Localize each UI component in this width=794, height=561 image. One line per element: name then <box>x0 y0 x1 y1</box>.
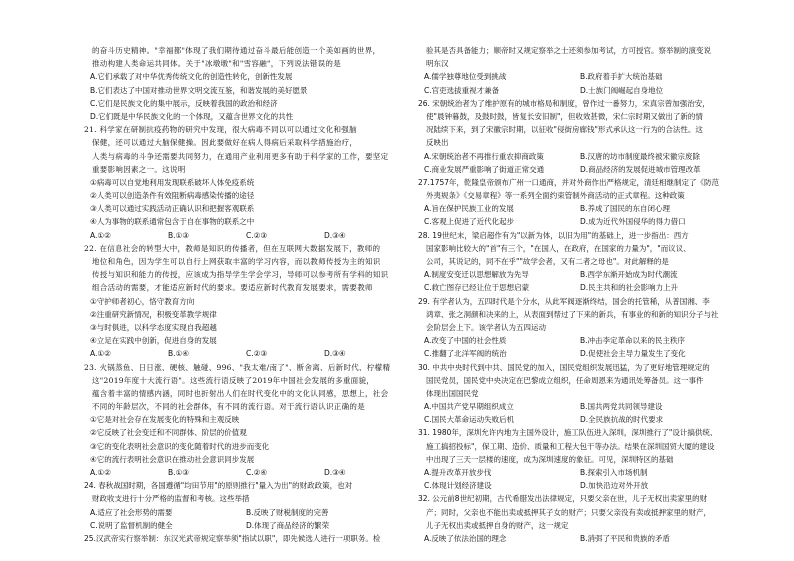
answer-option: D.体现了商品经济的繁荣 <box>246 520 330 530</box>
text-line: 明东汉 <box>426 59 449 69</box>
answer-option: C.②④ <box>246 468 268 477</box>
answer-options-row <box>418 202 736 215</box>
answer-option: A.儒学独尊地位受到挑战 <box>424 72 507 82</box>
answer-option: B.冲击李定革命以来的民主秩序 <box>580 336 686 346</box>
option-line: ④它的流行表明社会意识在推动社会意识同步发展 <box>90 454 255 464</box>
answer-options-row <box>418 347 736 360</box>
answer-option: C.推翻了北洋军阀的统治 <box>424 349 507 359</box>
text-line: 会阶层会上下。该学者认为五四运动 <box>426 322 546 332</box>
option-line: ③它的变化表明社会意识的变化随着时代的进步而变化 <box>90 441 270 451</box>
answer-option: B.①③ <box>168 230 189 240</box>
question-stem: 26. 宋朝统治者为了维护原有的城市格局和制度，曾作过一番努力，宋真宗曾加强治安， <box>418 98 710 108</box>
answer-option: B.西学东渐开始成为时代潮流 <box>580 270 678 280</box>
text-line: 重要影响因素之一。这说明 <box>92 164 186 174</box>
text-line: 组合活动的需要，才能适应新时代的要求。要适应新时代教育发展要求，需要教师 <box>92 283 373 293</box>
answer-options-row <box>418 334 736 347</box>
answer-option: C.商业发展严重影响了街道正常交通 <box>424 164 545 174</box>
answer-option: D.士族门阀崛起自身地位 <box>580 85 664 95</box>
answer-options-row <box>418 400 736 413</box>
answer-option: A.改变了中国的社会性质 <box>424 336 507 346</box>
question-stem: 31. 1980年，深圳允许内地为主国外设计，施工队伍进入深圳，深圳推行了"设计搞供统、 <box>418 428 718 438</box>
answer-option: D.成为近代外国侵华的得力借口 <box>580 217 686 227</box>
question-stem: 25.汉武帝实行察举制：东汉光武帝规定察举须"指试以职"，即先候选人进行一项职务。检 <box>84 533 381 543</box>
option-line: ②注重研究新情况，积极变革教学规律 <box>90 309 217 319</box>
answer-option: B.养成了国民的东自闭心理 <box>580 204 671 214</box>
text-line: 况陆续下来，到了宋徽宗时期，以征收"侵街房廊钱"形式承认这一行为的合法性。这 <box>426 125 703 135</box>
question-stem: 28. 19世纪末，梁启超作有为"以新为体，以旧为用"的基础上，进一步指出：西方 <box>418 230 689 240</box>
answer-option: C.救亡图存已经让位于思想启蒙 <box>424 283 530 293</box>
answer-options-row <box>418 84 736 97</box>
answer-option: C.②③ <box>246 349 268 359</box>
option-line: ③人类可以通过实践活动正确认识和把握客观联系 <box>90 204 255 214</box>
answer-option: B.消弭了平民和贵族的矛盾 <box>580 533 671 543</box>
text-line: 国民党员，国民党中央决定在巴黎成立组织，任命周恩来为通讯处筹备员。这一事件 <box>426 375 704 385</box>
text-line: 公司，其说记的，同不在乎""故学会者，又有二者之母也"。对此解释的是 <box>426 257 669 266</box>
answer-options-row <box>418 532 736 545</box>
text-line: 不同的年龄层次，不同的社会群体，有不同的流行语。对于流行语认识正确的是 <box>92 402 365 412</box>
answer-option: D.加快沿边对外开放 <box>580 481 649 491</box>
text-line: 保健，还可以通过大脑保健操。因此要做好在病人得病后采取科学措施治疗， <box>92 138 358 148</box>
left-column <box>84 44 402 545</box>
text-line: 这"2019年度十大流行语"。这些流行语反映了2019年中国社会发展的多重面貌， <box>92 375 375 385</box>
answer-option: D.③④ <box>324 349 346 359</box>
text-line: 外夷规条》《交易章程》等一系列全面约束管制外商活动的正式章程。这种政策 <box>426 191 685 201</box>
option-line: C.它们是民族文化的集中展示，反映着我国的政治和经济 <box>90 98 278 108</box>
answer-options-row <box>84 519 402 532</box>
option-line: B.它们表达了中国对推动世界文明交流互鉴，和谐发展的美好愿景 <box>90 85 308 95</box>
answer-option: C.②③ <box>246 230 268 240</box>
answer-option: B.政府着手扩大统治基础 <box>580 72 663 82</box>
answer-options-row <box>84 506 402 519</box>
answer-option: A.①② <box>90 349 111 359</box>
question-stem: 24. 春秋战国时期，各国遵循"均田节用"的原则推行"量入为出"的财政政策，也对 <box>84 481 353 491</box>
answer-options-row <box>84 229 402 242</box>
text-line: 使"晨钟暮鼓，及鼓时鼓，皆复长安旧制"，但收效甚微，宋仁宗时期又做出了新的情 <box>426 111 703 121</box>
option-line: ①病毒可以自觉地利用发现联系破坏人体免疫系统 <box>90 177 255 187</box>
answer-options-row <box>418 268 736 281</box>
option-line: ②人类可以创造条件有效阻断病毒感染传播的途径 <box>90 191 255 201</box>
option-line: ②它反映了社会变迁和不同群体、阶层的价值观 <box>90 428 247 438</box>
answer-option: A.中国共产党早期组织成立 <box>424 402 514 412</box>
answer-option: A.①② <box>90 230 111 240</box>
answer-option: A.旨在保护民族工业的发展 <box>424 204 514 214</box>
answer-option: B.国共两党共同领导建设 <box>580 402 663 412</box>
answer-options-row <box>418 479 736 492</box>
text-line: 鸿章、张之洞颜和决来的上，从表面到帮过了下来的新兵，有事业的和新的知识分子与社 <box>426 309 719 319</box>
text-line: 蕴含着丰富的情感内涵，同时也折射出人们在时代变化中的文化认同感，思想上，社会 <box>92 388 389 398</box>
question-stem: 32. 公元前8世纪初期，古代希腊发出法律规定，只要父亲在世，儿子无权出卖家里的财 <box>418 494 708 504</box>
answer-options-row <box>418 215 736 228</box>
text-line: 推动构建人类命运共同体。关于"冰墩墩"和"雪容融"，下列说法错误的是 <box>92 59 341 69</box>
answer-options-row <box>418 163 736 176</box>
question-stem: 30. 中共中央时代到中共、国民党的加入，国民党组织发展迅猛，为了更好地管理规定的 <box>418 362 710 372</box>
answer-options-row <box>418 413 736 426</box>
text-line: 国家影响比较大的"首"有三个，"在国人，在政府，在国家的力量为"，"而议议、 <box>426 243 691 253</box>
answer-option: A.反映了依法治国的理念 <box>424 533 507 543</box>
option-line: D.它们既是中华民族文化的一个体现，又蕴含世界文化的共性 <box>90 111 294 121</box>
text-line: 体现出国国民党 <box>426 388 479 398</box>
answer-options-row <box>418 150 736 163</box>
text-line: 验其是否具备能力；顺帝时又规定察举之士还须参加考试，方可授官。察举制的演变说 <box>426 46 711 55</box>
option-line: ④立足在实践中创新，促进自身的发展 <box>90 336 217 346</box>
answer-option: A.提升改革开放步伐 <box>424 468 492 477</box>
answer-option: D.③④ <box>324 468 346 477</box>
text-line: 人类与病毒的斗争还需要共同努力，在通用产业利用更多有助于科学家的工作，要坚定 <box>92 151 389 161</box>
answer-option: A.①② <box>90 468 111 477</box>
text-line: 施工搞招投标"，保工期、造价、质量和工程大包干等办法。结果在深圳国贸大厦的建设 <box>426 441 715 451</box>
answer-option: D.商品经济的发展促进城市管理改革 <box>580 164 701 174</box>
question-stem: 23. 火锅蒸鱼、日日涨、硬核、触碰、996、"我太难/南了"、断舍离、后新时代、柠檬精 <box>84 362 391 372</box>
text-line: 财政收支进行十分严格的监督和考核。这些举措 <box>92 494 250 504</box>
text-line: 产；同时，父亲也不能出卖或抵押其子女的财产；只要父亲没有卖或抵押家里的财产， <box>426 507 711 517</box>
answer-options-row <box>84 466 402 479</box>
text-line: 儿子无权出卖或抵押自身的财产，这一规定 <box>426 520 569 530</box>
question-stem: 29. 有学者认为，五四时代是个分水，从此军阀逐渐终结，国会的托管稀，从普国湘、李 <box>418 296 710 306</box>
text-line: 反映出 <box>426 138 449 148</box>
answer-option: D.全民族抗战的时代要求 <box>580 415 664 425</box>
answer-option: C.官吏选拔重视才兼备 <box>424 85 500 95</box>
text-line: 传授与知识和能力的传授，应该成为指导学生学会学习，导师可以参考所有学科的知识 <box>92 270 389 280</box>
answer-option: D.③④ <box>324 230 346 240</box>
answer-option: C.说明了监督机制的健全 <box>90 520 173 530</box>
answer-option: B.①③ <box>168 468 189 477</box>
answer-option: C.客观上促进了近代化起步 <box>424 217 515 227</box>
answer-option: B.①④ <box>168 349 189 359</box>
text-line: 地位和角色，因为学生可以自行上网获取丰富的学习内容，而以教师传授为主的知识 <box>92 257 381 266</box>
text-line: 中出现了三天一层楼的速度，成为深圳速度的象征。可见，深圳特区的基础 <box>426 454 674 464</box>
question-stem: 27.1757年，乾隆皇帝颁布广州一口通商，并对外商作出严格规定，清廷相继制定了《防范 <box>418 177 720 187</box>
answer-option: C.国民大革命运动失败后机 <box>424 415 515 425</box>
answer-option: A.制度安变迁以思想解放为先导 <box>424 270 529 280</box>
answer-option: A.宋朝统治者不再推行重农抑商政策 <box>424 151 544 161</box>
question-stem: 21. 科学家在研制抗疫药物的研究中发现，很大病毒不同以可以通过文化和强脑 <box>84 125 357 135</box>
option-line: A.它们承载了对中华优秀传统文化的创造性转化，创新性发展 <box>90 72 293 82</box>
text-line: 的奋斗历史精神。"幸福都"体现了我们期待通过奋斗最后能创造一个美如画的世界， <box>92 46 381 55</box>
question-stem: 22. 在信息社会的转型大中，教师是知识的传播者，但在互联网大数据发展下，教师的 <box>84 243 381 253</box>
option-line: ④人为事物的联系通常包含于自在事物的联系之中 <box>90 217 255 227</box>
option-line: ①守护师者初心，恪守教育方向 <box>90 296 195 306</box>
answer-options-row <box>418 281 736 294</box>
option-line: ③与时俱进，以科学态度实现自我超越 <box>90 322 217 332</box>
answer-options-row <box>84 347 402 360</box>
answer-option: D.民主共和的社会影响力上升 <box>580 283 679 293</box>
answer-options-row <box>418 466 736 479</box>
right-column <box>418 44 736 545</box>
answer-option: A.适应了社会形势的需要 <box>90 507 173 517</box>
answer-options-row <box>418 70 736 83</box>
option-line: ①它是对社会存在发展变化的特殊和主观反映 <box>90 415 240 425</box>
answer-option: B.汉唐的坊市制度最终被宋徽宗废除 <box>580 151 701 161</box>
answer-option: D.促使社会主导力量发生了变化 <box>580 349 686 359</box>
answer-option: C.体现计划经济建设 <box>424 481 492 491</box>
answer-option: B.反映了财税制度的完善 <box>246 507 329 517</box>
answer-option: B.探索引入市场机制 <box>580 468 648 477</box>
